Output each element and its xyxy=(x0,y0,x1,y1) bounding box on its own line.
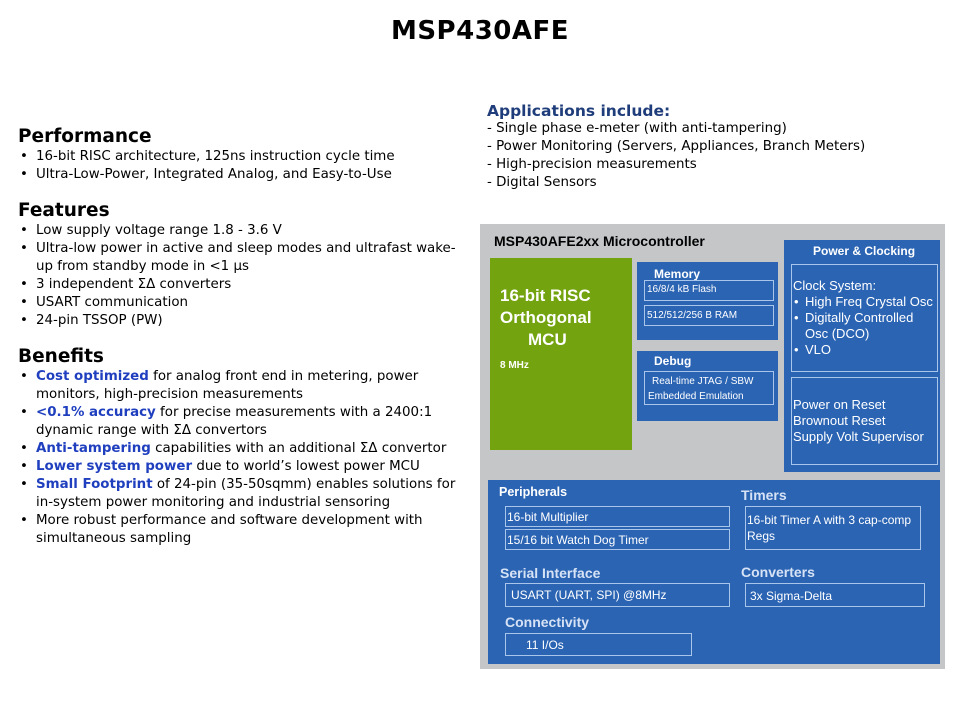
list-item: • 3 independent ΣΔ converters xyxy=(18,276,468,294)
timers-heading: Timers xyxy=(741,487,787,503)
power-clocking-block xyxy=(784,240,940,472)
converter-box: 3x Sigma-Delta xyxy=(745,583,925,607)
memory-block xyxy=(637,262,778,340)
clock-system-box xyxy=(791,264,938,372)
list-item: • Low supply voltage range 1.8 - 3.6 V xyxy=(18,222,468,240)
list-item xyxy=(18,458,468,476)
converters-heading: Converters xyxy=(741,564,815,580)
serial-box: USART (UART, SPI) @8MHz xyxy=(505,583,730,607)
peripherals-block xyxy=(488,480,940,664)
list-item xyxy=(18,368,468,404)
clock-title: Clock System: xyxy=(793,278,877,293)
peripherals-heading: Peripherals xyxy=(499,485,568,499)
list-item: - High-precision measurements xyxy=(487,157,697,172)
diagram-title: MSP430AFE2xx Microcontroller xyxy=(494,233,705,249)
benefit-highlight: <0.1% accuracy xyxy=(36,405,156,420)
benefit-text: capabilities with an additional ΣΔ convertor xyxy=(150,441,447,456)
debug-heading: Debug xyxy=(654,354,692,368)
list-item xyxy=(18,476,468,512)
left-column xyxy=(18,126,468,548)
applications xyxy=(487,102,947,192)
benefits-list xyxy=(18,368,468,548)
benefit-text: due to world’s lowest power MCU xyxy=(192,459,420,474)
list-item: • USART communication xyxy=(18,294,468,312)
list-item: - Power Monitoring (Servers, Appliances, Branch Meters) xyxy=(487,139,866,154)
reset-box: Power on Reset Brownout Reset Supply Volt Supervisor xyxy=(791,377,938,465)
benefits-heading: Benefits xyxy=(18,346,104,367)
page-title: MSP430AFE xyxy=(390,16,570,46)
memory-heading: Memory xyxy=(654,267,701,281)
benefit-text: for analog front end in metering, power monitors, high-precision measurements xyxy=(36,369,419,402)
list-item xyxy=(18,512,468,548)
benefit-highlight: Cost optimized xyxy=(36,369,149,384)
list-item xyxy=(18,404,468,440)
list-item: • 24-pin TSSOP (PW) xyxy=(18,312,468,330)
multiplier-box: 16-bit Multiplier xyxy=(505,506,730,527)
clock-list xyxy=(793,294,936,358)
debug-block xyxy=(637,351,778,421)
applications-list xyxy=(487,120,947,192)
list-item: • High Freq Crystal Osc xyxy=(793,294,936,310)
benefit-highlight: Small Footprint xyxy=(36,477,153,492)
list-item: • Ultra-low power in active and sleep modes and ultrafast wake-up from standby mode in <1 µs xyxy=(18,240,468,276)
ram-box: 512/512/256 B RAM xyxy=(644,305,774,326)
performance-heading: Performance xyxy=(18,126,152,147)
connectivity-heading: Connectivity xyxy=(505,614,590,630)
list-item: • Ultra-Low-Power, Integrated Analog, and Easy-to-Use xyxy=(18,166,468,184)
connectivity-box: 11 I/Os xyxy=(505,633,692,656)
block-diagram xyxy=(480,224,945,669)
mcu-frequency: 8 MHz xyxy=(500,360,529,371)
power-heading: Power & Clocking xyxy=(813,244,916,258)
flash-box: 16/8/4 kB Flash xyxy=(644,280,774,301)
list-item: - Digital Sensors xyxy=(487,175,597,190)
mcu-label: 16-bit RISC Orthogonal MCU xyxy=(500,286,592,349)
mcu-block xyxy=(490,258,632,450)
debug-box: Real-time JTAG / SBW Embedded Emulation xyxy=(644,371,774,405)
benefit-highlight: Anti-tampering xyxy=(36,441,151,456)
features-list xyxy=(18,222,468,330)
watchdog-box: 15/16 bit Watch Dog Timer xyxy=(505,529,730,550)
list-item: • Digitally Controlled Osc (DCO) xyxy=(793,310,933,342)
list-item: • VLO xyxy=(793,342,936,358)
benefit-text: of 24-pin (35-50sqmm) enables solutions for in-system power monitoring and industrial sensoring xyxy=(36,477,456,510)
features-heading: Features xyxy=(18,200,110,221)
benefit-text: More robust performance and software development with simultaneous sampling xyxy=(36,513,423,546)
list-item: - Single phase e-meter (with anti-tampering) xyxy=(487,121,787,136)
list-item: • 16-bit RISC architecture, 125ns instruction cycle time xyxy=(18,148,468,166)
benefit-highlight: Lower system power xyxy=(36,459,193,474)
benefit-text: for precise measurements with a 2400:1 dynamic range with ΣΔ convertors xyxy=(36,405,433,438)
applications-heading: Applications include: xyxy=(487,102,671,120)
list-item xyxy=(18,440,468,458)
serial-heading: Serial Interface xyxy=(500,565,601,581)
timer-box: 16-bit Timer A with 3 cap-comp Regs xyxy=(745,506,921,550)
performance-list xyxy=(18,148,468,184)
